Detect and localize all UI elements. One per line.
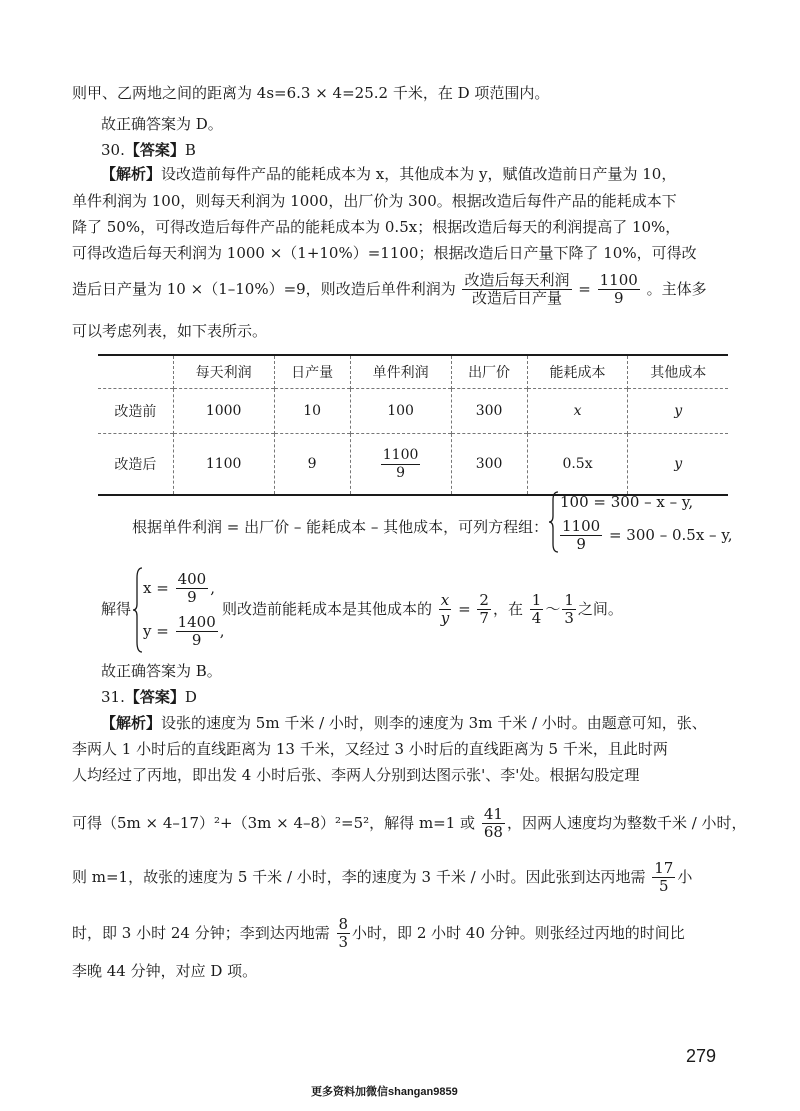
- table-cell: 10: [274, 389, 350, 434]
- table-header: 能耗成本: [527, 355, 628, 389]
- denominator: 9: [191, 631, 202, 650]
- fraction: [176, 614, 218, 650]
- solution-x: [143, 571, 215, 607]
- table-header: 其他成本: [628, 355, 728, 389]
- comma: ,: [210, 578, 215, 597]
- table-cell: 1000: [173, 389, 274, 434]
- fraction: [337, 916, 351, 952]
- text-line: 故正确答案为 D。: [101, 115, 223, 133]
- text: 时，即 3 小时 24 分钟；李到达丙地需: [72, 923, 330, 942]
- text: 小: [677, 867, 693, 886]
- text-line: 可以考虑列表，如下表所示。: [72, 322, 268, 340]
- fraction: [482, 806, 505, 842]
- text-line: 可得改造后每天利润为 1000 ×（1+10%）=1100；根据改造后日产量下降了 10%，可得改: [72, 244, 697, 262]
- question-number: 31.: [101, 688, 125, 706]
- fraction: [530, 592, 544, 628]
- numerator: 1: [531, 591, 542, 609]
- table-header: 每天利润: [173, 355, 274, 389]
- numerator: 2: [479, 591, 489, 609]
- equation: 100 = 300 – x – y,: [560, 493, 694, 511]
- table-cell: y: [628, 434, 728, 496]
- numerator: 1: [564, 591, 574, 609]
- question-30-answer: [101, 143, 196, 158]
- text: 则 m=1，故张的速度为 5 千米 / 小时，李的速度为 3 千米 / 小时。因此张到达丙地需: [72, 867, 646, 886]
- denominator: 9: [396, 464, 406, 481]
- table-row: [98, 434, 728, 496]
- variable: y =: [143, 621, 169, 640]
- tilde: ～: [545, 599, 561, 618]
- table-header: 出厂价: [451, 355, 527, 389]
- fraction: [598, 272, 640, 308]
- numerator: 1100: [599, 271, 638, 289]
- footer-note: 更多资料加微信shangan9859: [311, 1086, 458, 1098]
- table-cell: [350, 434, 451, 496]
- text: 可得（5m × 4–17）²+（3m × 4–8）²=5²，解得 m=1 或: [72, 813, 476, 832]
- answer-value: D: [184, 688, 197, 706]
- table-cell: x: [527, 389, 628, 434]
- numerator: 1100: [562, 517, 601, 535]
- denominator: 9: [576, 535, 586, 554]
- table-cell: y: [628, 389, 728, 434]
- text-line-with-fraction: [222, 592, 623, 628]
- table-header: 日产量: [274, 355, 350, 389]
- text: 造后日产量为 10 ×（1–10%）=9，则改造后单件利润为: [72, 279, 456, 298]
- table-header: [98, 355, 173, 389]
- question-number: 30.: [101, 141, 125, 159]
- text: 则改造前能耗成本是其他成本的: [222, 599, 433, 618]
- page-number: 279: [686, 1046, 717, 1066]
- fraction: [562, 592, 576, 628]
- answer-label: 【答案】: [124, 141, 185, 159]
- solution-y: [143, 614, 225, 650]
- table-cell: 300: [451, 389, 527, 434]
- explanation-tag: 【解析】: [101, 714, 162, 732]
- table-cell: 改造后: [98, 434, 173, 496]
- fraction: $\frac{x}{y}$: [440, 591, 450, 628]
- text: 小时，即 2 小时 40 分钟。则张经过丙地的时间比: [352, 923, 685, 942]
- text-line: 单件利润为 100，则每天利润为 1000，出厂价为 300。根据改造后每件产品的能耗成本下: [72, 192, 677, 210]
- table-header-row: [98, 355, 728, 389]
- text-line-with-fraction: [72, 916, 685, 952]
- text-line: 李晚 44 分钟，对应 D 项。: [72, 962, 258, 980]
- fraction: [560, 518, 602, 554]
- text-line: 李两人 1 小时后的直线距离为 13 千米，又经过 3 小时后的直线距离为 5 千米，且此时两: [72, 740, 668, 758]
- text: ，在: [492, 599, 523, 618]
- equals: =: [458, 599, 471, 618]
- table-cell: 300: [451, 434, 527, 496]
- equation: [558, 518, 733, 554]
- numerator: 改造后每天利润: [464, 271, 570, 289]
- text-line: 则甲、乙两地之间的距离为 4s=6.3 × 4=25.2 千米，在 D 项范围内。: [72, 84, 550, 102]
- text-line-with-fraction: [72, 272, 707, 308]
- fraction: [462, 272, 571, 308]
- table-cell: 改造前: [98, 389, 173, 434]
- denominator: 9: [613, 289, 624, 308]
- table-row: [98, 389, 728, 434]
- table-cell: 9: [274, 434, 350, 496]
- text-line: [101, 716, 707, 731]
- equation-rest: = 300 – 0.5x – y,: [608, 525, 733, 544]
- answer-label: 【答案】: [124, 688, 185, 706]
- text: 。主体多: [646, 279, 707, 298]
- denominator: 4: [531, 609, 542, 628]
- table-cell: 0.5x: [527, 434, 628, 496]
- text: 解得: [101, 600, 132, 618]
- denominator: 3: [338, 933, 349, 952]
- text-line: [101, 167, 676, 182]
- text-line: 人均经过了丙地，即出发 4 小时后张、李两人分别到达图示张'、李'处。根据勾股定理: [72, 766, 640, 784]
- data-table: [98, 354, 728, 496]
- numerator: 1100: [382, 447, 419, 464]
- table-header: 单件利润: [350, 355, 451, 389]
- denominator: 5: [659, 877, 669, 896]
- explanation-text: 设张的速度为 5m 千米 / 小时，则李的速度为 3m 千米 / 小时。由题意可知，张、: [161, 714, 707, 732]
- equals: =: [578, 279, 591, 298]
- denominator: 改造后日产量: [471, 289, 562, 308]
- fraction: [477, 592, 491, 628]
- answer-value: B: [184, 141, 196, 159]
- text-line: 降了 50%，可得改造后每件产品的能耗成本为 0.5x；根据改造后每天的利润提高了 10%，: [72, 218, 681, 236]
- table-cell: 1100: [173, 434, 274, 496]
- text-line-with-fraction: [72, 806, 747, 842]
- denominator: 3: [564, 609, 574, 628]
- numerator: 1400: [177, 613, 216, 631]
- text-line: 根据单件利润 = 出厂价 – 能耗成本 – 其他成本，可列方程组：: [132, 518, 549, 536]
- numerator: 400: [177, 570, 207, 588]
- variable: x =: [143, 578, 169, 597]
- numerator: 41: [483, 805, 503, 823]
- question-31-answer: [101, 690, 197, 705]
- fraction: [176, 571, 209, 607]
- numerator: 17: [654, 859, 674, 877]
- denominator: 9: [187, 588, 197, 607]
- text: 之间。: [577, 599, 623, 618]
- denominator: 68: [483, 823, 503, 842]
- fraction: [652, 860, 675, 896]
- fraction: [381, 447, 421, 480]
- comma: ,: [219, 621, 225, 640]
- table-cell: 100: [350, 389, 451, 434]
- explanation-tag: 【解析】: [101, 165, 162, 183]
- explanation-text: 设改造前每件产品的能耗成本为 x，其他成本为 y，赋值改造前日产量为 10，: [161, 165, 677, 183]
- text-line-with-fraction: [72, 860, 692, 896]
- text-line: 故正确答案为 B。: [101, 662, 222, 680]
- denominator: 7: [479, 609, 489, 628]
- numerator: 8: [338, 915, 349, 933]
- text: ，因两人速度均为整数千米 / 小时，: [506, 813, 747, 832]
